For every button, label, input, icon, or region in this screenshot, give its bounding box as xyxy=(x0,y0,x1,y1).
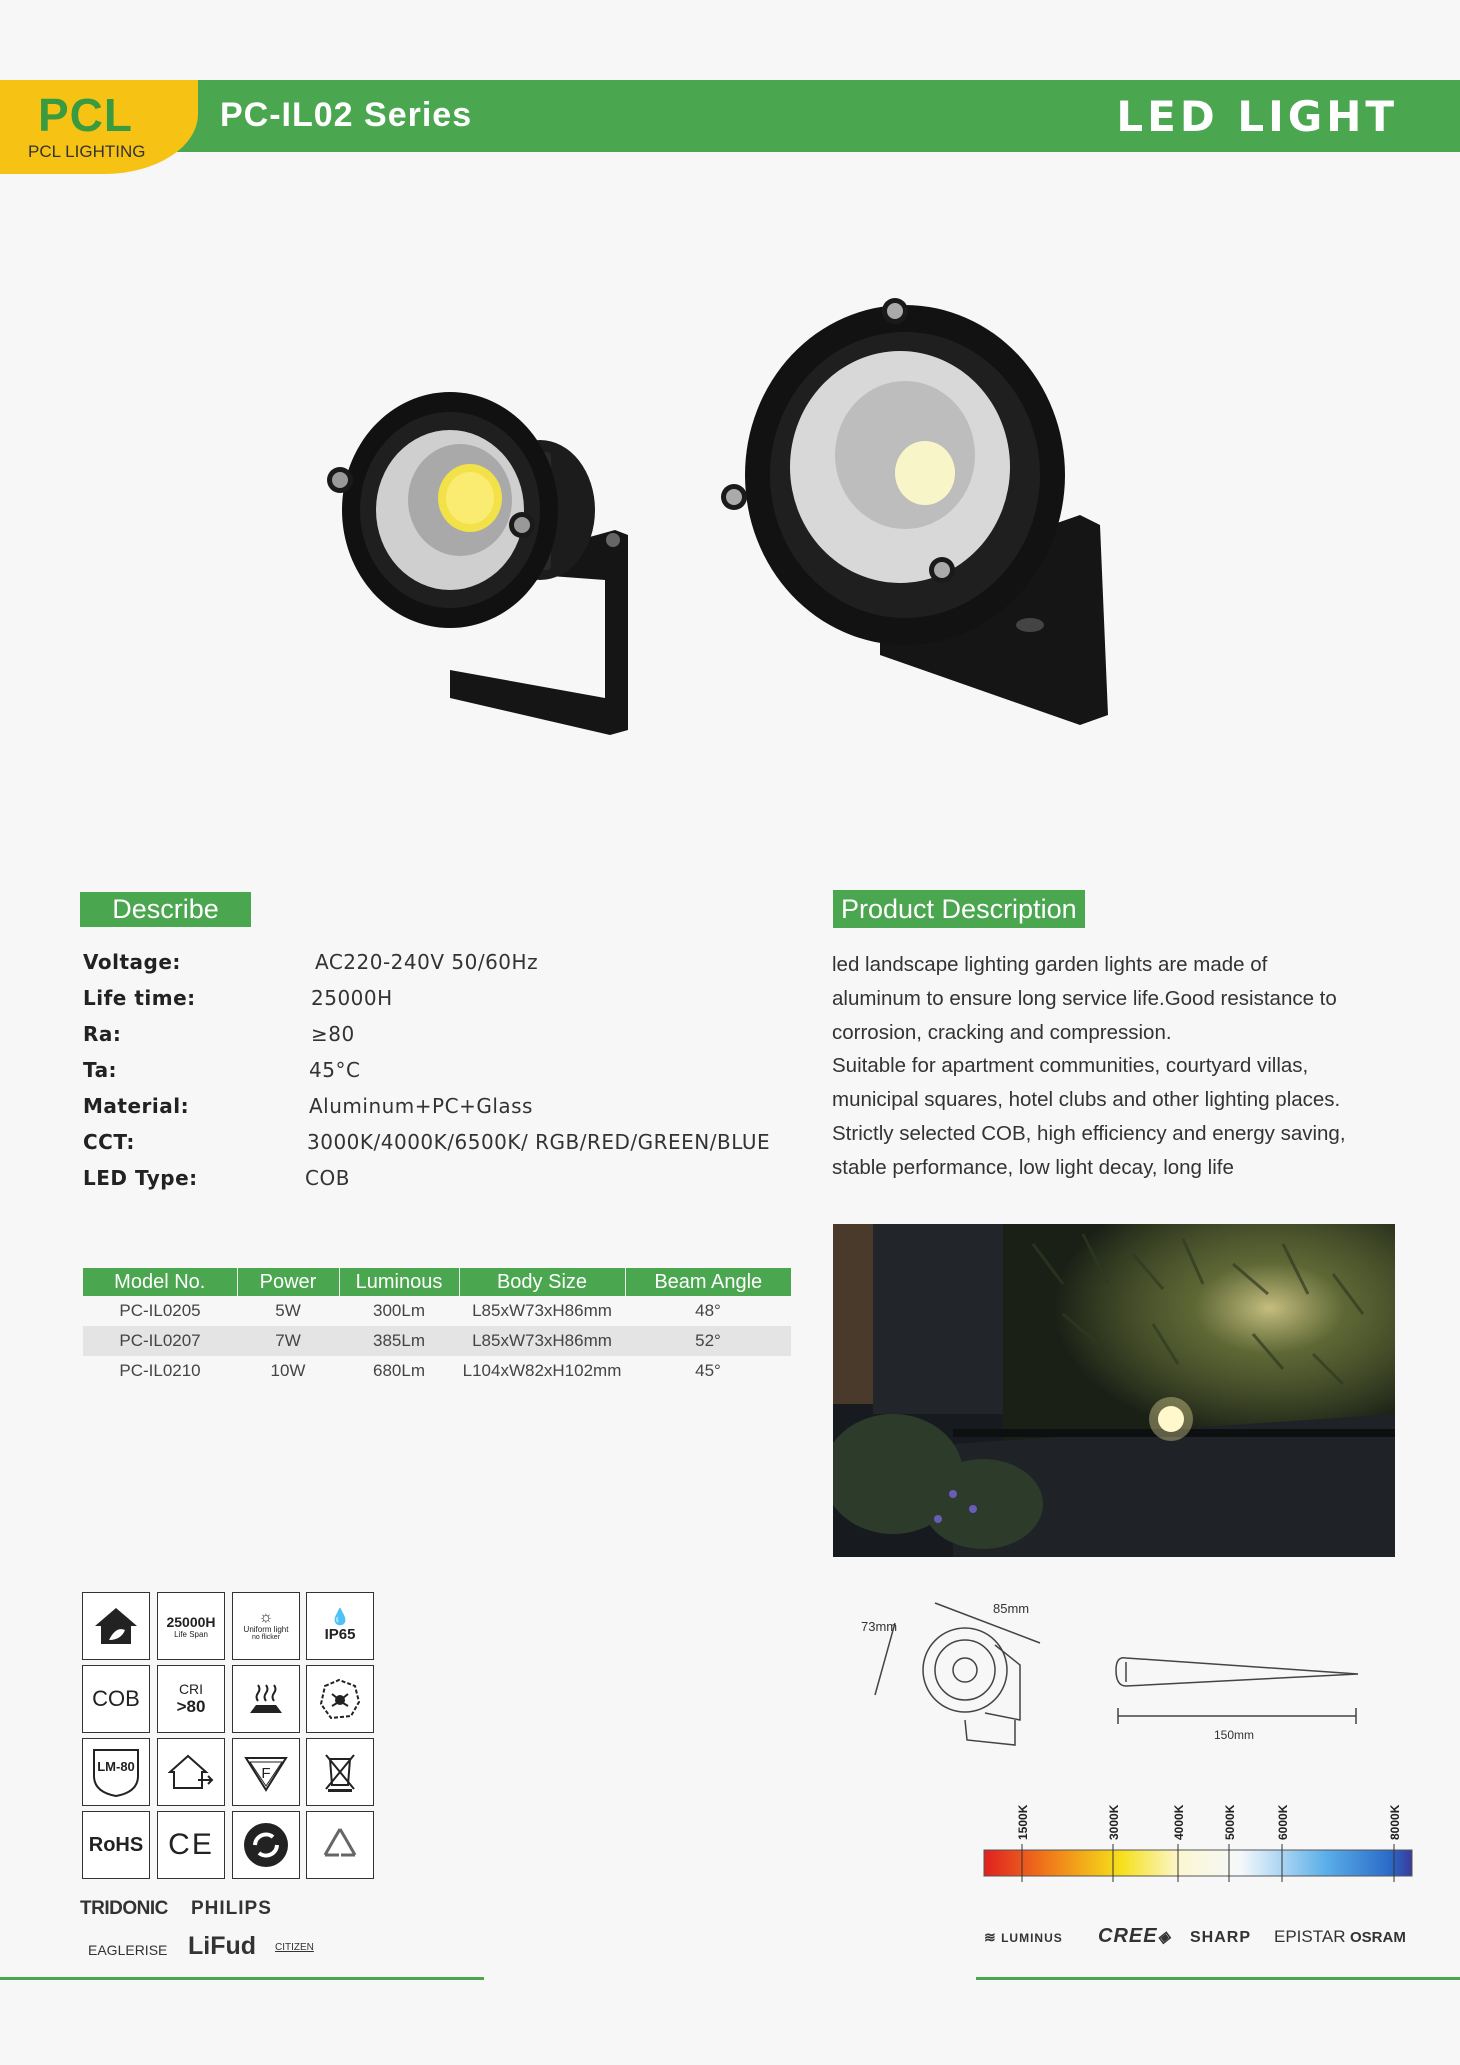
table-cell: L85xW73xH86mm xyxy=(472,1301,612,1320)
f-mark-icon xyxy=(232,1738,300,1806)
luminus-icon: ≋ xyxy=(984,1929,997,1945)
spec-label: Ra: xyxy=(83,1022,122,1046)
cct-color-scale xyxy=(980,1790,1418,1895)
product-photo-small xyxy=(310,380,640,740)
lm80-label: LM-80 xyxy=(97,1759,135,1774)
table-cell: 48° xyxy=(695,1301,721,1320)
product-description-text xyxy=(832,948,1392,1185)
logo-subtitle: PCL LIGHTING xyxy=(28,142,146,161)
brand-luminus xyxy=(984,1929,1063,1946)
weee-bin-icon xyxy=(306,1738,374,1806)
application-photo xyxy=(833,1224,1395,1557)
cct-label-6000k: 6000K xyxy=(1276,1804,1290,1840)
spec-value: 25000H xyxy=(311,986,393,1010)
spec-value: COB xyxy=(305,1166,350,1190)
brand-philips: PHILIPS xyxy=(191,1898,272,1919)
indoor-outdoor-icon xyxy=(157,1738,225,1806)
spec-label: Material: xyxy=(83,1094,190,1118)
table-row xyxy=(83,1296,791,1326)
brand-eaglerise: EAGLERISE xyxy=(88,1942,168,1958)
table-cell: L85xW73xH86mm xyxy=(459,1326,625,1356)
spec-label: CCT: xyxy=(83,1130,135,1154)
spec-value: Aluminum+PC+Glass xyxy=(309,1094,533,1118)
description-line: stable performance, low light decay, long life xyxy=(832,1155,1234,1179)
table-cell: PC-IL0210 xyxy=(119,1361,201,1380)
brand-cree xyxy=(1098,1925,1171,1948)
cob-icon: COB xyxy=(82,1665,150,1733)
product-photo-large xyxy=(720,285,1120,735)
table-header: Body Size xyxy=(459,1268,625,1296)
cct-label-3000k: 3000K xyxy=(1107,1804,1121,1840)
description-line: Suitable for apartment communities, courtyard villas, xyxy=(832,1054,1309,1078)
lm80-icon xyxy=(82,1738,150,1806)
table-cell: 300Lm xyxy=(373,1301,425,1320)
brand-lifud: LiFud xyxy=(188,1932,257,1960)
cri-label: CRI xyxy=(178,1681,204,1697)
cct-label-1500k: 1500K xyxy=(1016,1804,1030,1840)
lifespan-icon xyxy=(157,1592,225,1660)
spec-label: Life time: xyxy=(83,986,196,1010)
spec-value: 3000K/4000K/6500K/ RGB/RED/GREEN/BLUE xyxy=(307,1130,771,1154)
brand-tridonic: TRIDONIC xyxy=(80,1898,168,1919)
table-cell: 5W xyxy=(275,1301,301,1320)
spec-value: ≥80 xyxy=(311,1022,355,1046)
table-row xyxy=(83,1356,791,1386)
table-cell: 680Lm xyxy=(373,1361,425,1380)
uniform-label: Uniform light xyxy=(243,1625,289,1634)
lifespan-label: Life Span xyxy=(174,1629,208,1639)
cct-label-8000k: 8000K xyxy=(1388,1804,1402,1840)
series-title: PC-IL02 Series xyxy=(220,96,473,134)
dimension-stake-label: 150mm xyxy=(1213,1728,1255,1740)
brand-luminus-label: LUMINUS xyxy=(1001,1931,1063,1945)
table-header: Power xyxy=(237,1268,339,1296)
brand-sharp: SHARP xyxy=(1190,1929,1252,1946)
brand-epistar: EPISTAR xyxy=(1274,1927,1346,1946)
table-cell: 385Lm xyxy=(339,1326,459,1356)
category-title: LED LIGHT xyxy=(1116,92,1398,141)
description-line: Strictly selected COB, high efficiency and energy saving, xyxy=(832,1121,1346,1145)
ce-icon: CE xyxy=(157,1811,225,1879)
table-cell: 10W xyxy=(270,1361,306,1380)
house-leaf-icon xyxy=(82,1592,150,1660)
brand-citizen: CITIZEN xyxy=(275,1942,314,1953)
model-table xyxy=(83,1268,791,1386)
spec-value: 45°C xyxy=(309,1058,361,1082)
uniform-light-icon: ☼ Uniform light no flicker xyxy=(232,1592,300,1660)
uniform-sub-label: no flicker xyxy=(251,1634,280,1641)
spec-value: AC220-240V 50/60Hz xyxy=(315,950,539,974)
recycle-icon xyxy=(306,1811,374,1879)
table-cell: L104xW82xH102mm xyxy=(462,1361,622,1380)
table-cell: 7W xyxy=(237,1326,339,1356)
table-cell: 45° xyxy=(695,1361,721,1380)
brand-cree-label: CREE xyxy=(1098,1925,1158,1947)
green-dot-icon xyxy=(232,1811,300,1879)
insect-proof-icon xyxy=(306,1665,374,1733)
dimension-length-label: 85mm xyxy=(993,1601,1030,1616)
spec-label: LED Type: xyxy=(83,1166,198,1190)
table-cell: 52° xyxy=(625,1326,791,1356)
dimension-height-label: 73mm xyxy=(861,1619,898,1634)
spec-label: Ta: xyxy=(83,1058,118,1082)
table-header: Luminous xyxy=(339,1268,459,1296)
dimension-drawing-fixture xyxy=(855,1595,1095,1775)
ip65-icon: 💧 IP65 xyxy=(306,1592,374,1660)
table-cell: PC-IL0205 xyxy=(119,1301,201,1320)
table-header: Beam Angle xyxy=(625,1268,791,1296)
description-line: led landscape lighting garden lights are made of xyxy=(832,953,1268,976)
footer-line-right xyxy=(976,1977,1460,1980)
table-header-row xyxy=(83,1268,791,1296)
product-description-tag: Product Description xyxy=(833,890,1085,928)
cct-label-5000k: 5000K xyxy=(1223,1804,1237,1840)
dimension-drawing-stake xyxy=(1110,1650,1370,1740)
f-mark-label: F xyxy=(261,1765,271,1782)
heat-dissipation-icon xyxy=(232,1665,300,1733)
cri-value: >80 xyxy=(176,1697,206,1716)
lifespan-value: 25000H xyxy=(166,1613,216,1630)
description-line: aluminum to ensure long service life.Good resistance to xyxy=(832,986,1337,1010)
cree-icon: ◈ xyxy=(1157,1929,1171,1946)
spec-label: Voltage: xyxy=(83,950,181,974)
logo-mark: PCL xyxy=(38,89,133,141)
table-cell: PC-IL0207 xyxy=(83,1326,237,1356)
brand-osram: OSRAM xyxy=(1350,1929,1406,1946)
describe-tag: Describe xyxy=(80,892,251,927)
description-line: corrosion, cracking and compression. xyxy=(832,1020,1172,1044)
ip-rating: IP65 xyxy=(324,1625,356,1643)
footer-line-left xyxy=(0,1977,484,1980)
rohs-icon: RoHS xyxy=(82,1811,150,1879)
cct-label-4000k: 4000K xyxy=(1172,1804,1186,1840)
cri-icon xyxy=(157,1665,225,1733)
table-header: Model No. xyxy=(83,1268,237,1296)
table-row xyxy=(83,1326,791,1356)
description-line: municipal squares, hotel clubs and other lighting places. xyxy=(832,1088,1341,1112)
